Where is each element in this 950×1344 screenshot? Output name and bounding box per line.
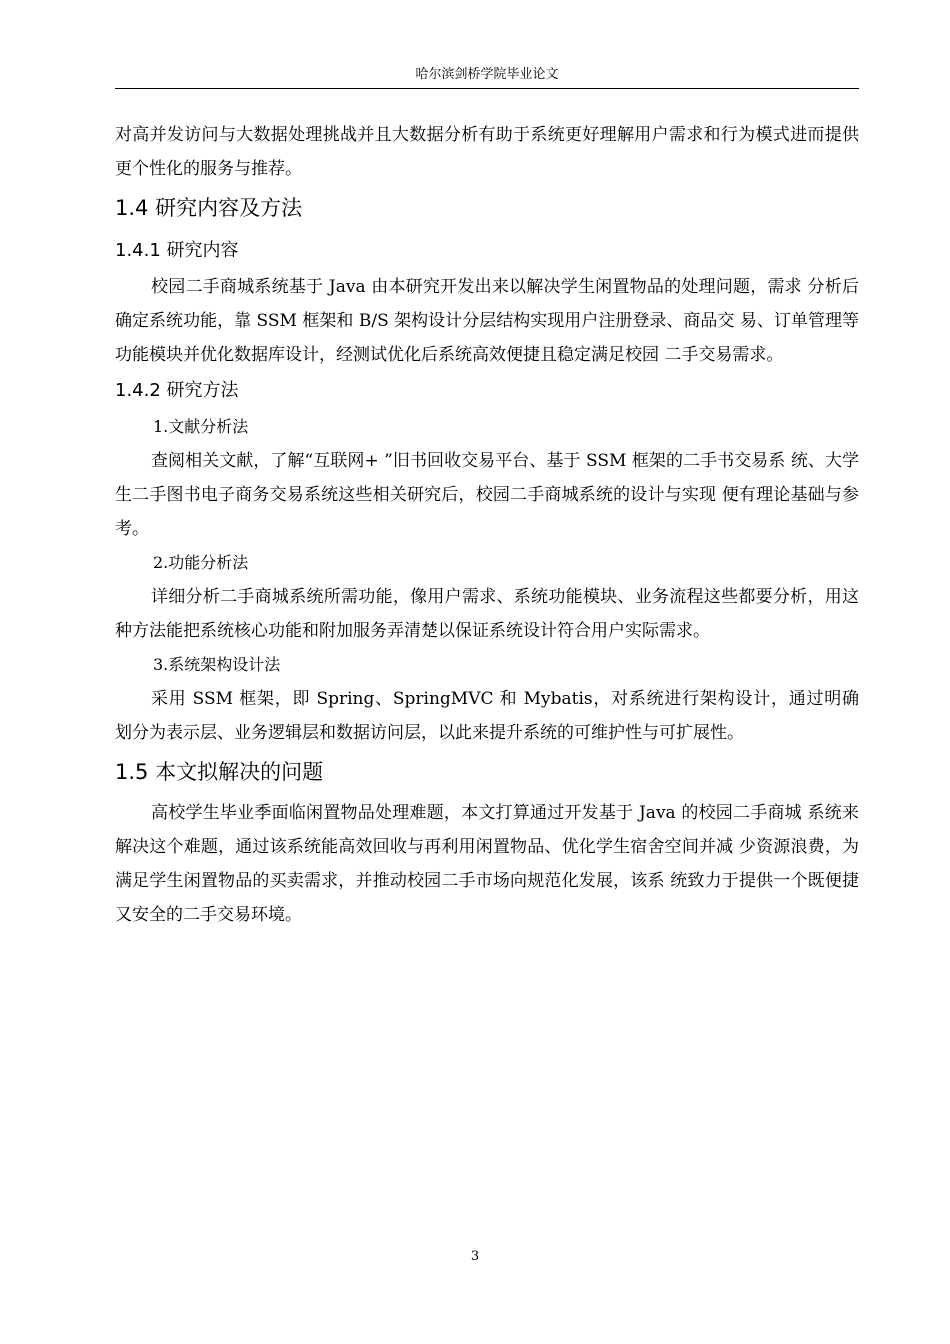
method-1-paragraph: 查阅相关文献，了解“互联网+ ”旧书回收交易平台、基于 SSM 框架的二手书交易系 统、大学生二手图书电子商务交易系统这些相关研究后，校园二手商城系统的设计与实现 便有理论基础与参考。 [115, 451, 859, 539]
header-divider [115, 88, 859, 89]
section-1-4-2-heading: 1.4.2 研究方法 [115, 380, 239, 401]
method-2-paragraph: 详细分析二手商城系统所需功能，像用户需求、系统功能模块、业务流程这些都要分析，用这种方法能把系统核心功能和附加服务弄清楚以保证系统设计符合用户实际需求。 [115, 587, 859, 641]
method-2-title: 2.功能分析法 [153, 553, 249, 572]
method-1-title: 1.文献分析法 [153, 417, 249, 436]
research-content-paragraph: 校园二手商城系统基于 Java 由本研究开发出来以解决学生闲置物品的处理问题，需求 分析后确定系统功能，靠 SSM 框架和 B/S 架构设计分层结构实现用户注册登录、商品交 易、订单管理等功能模块并优化数据库设计，经测试优化后系统高效便捷且稳定满足校园 二手交易需求。 [115, 277, 859, 365]
page-number: 3 [470, 1249, 480, 1264]
section-1-4-1-heading: 1.4.1 研究内容 [115, 240, 239, 261]
method-3-paragraph: 采用 SSM 框架，即 Spring、SpringMVC 和 Mybatis，对系统进行架构设计，通过明确 划分为表示层、业务逻辑层和数据访问层，以此来提升系统的可维护性与可扩展性。 [115, 689, 859, 743]
document-body [115, 118, 859, 932]
intro-paragraph: 对高并发访问与大数据处理挑战并且大数据分析有助于系统更好理解用户需求和行为模式进而提供更个性化的服务与推荐。 [115, 125, 859, 179]
section-1-4-heading: 1.4 研究内容及方法 [115, 196, 303, 220]
section-1-5-heading: 1.5 本文拟解决的问题 [115, 760, 324, 784]
page-header: 哈尔滨剑桥学院毕业论文 [415, 67, 559, 82]
problem-paragraph: 高校学生毕业季面临闲置物品处理难题，本文打算通过开发基于 Java 的校园二手商城 系统来解决这个难题，通过该系统能高效回收与再利用闲置物品、优化学生宿舍空间并减 少资源浪费，为满足学生闲置物品的买卖需求，并推动校园二手市场向规范化发展，该系 统致力于提供一个既便捷又安全的二手交易环境。 [115, 803, 859, 925]
method-3-title: 3.系统架构设计法 [153, 655, 281, 674]
